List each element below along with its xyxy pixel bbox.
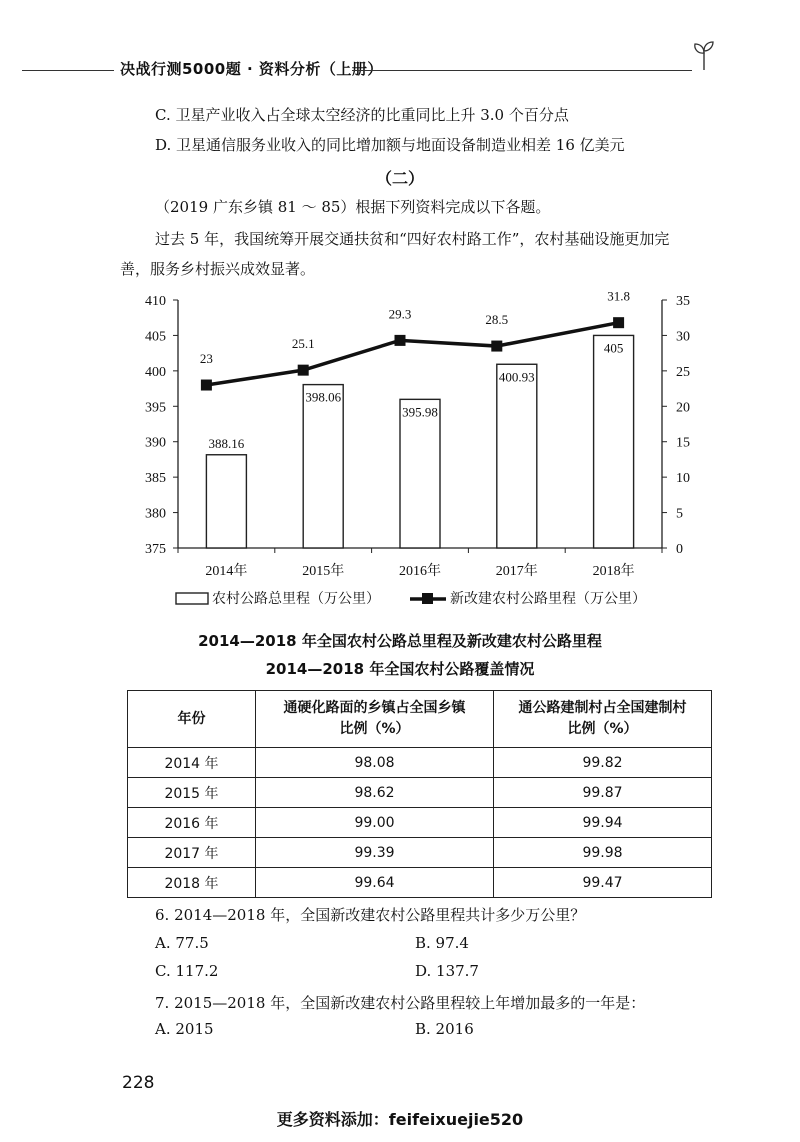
new-road-line xyxy=(206,323,618,385)
legend-line-marker xyxy=(422,593,433,604)
option-d-prev: D. 卫星通信服务业收入的同比增加额与地面设备制造业相差 16 亿美元 xyxy=(155,136,625,154)
left-axis-tick-label: 385 xyxy=(145,471,166,487)
legend-bar-swatch xyxy=(176,593,208,604)
right-axis-tick-label: 0 xyxy=(676,542,683,557)
legend-bar-label: 农村公路总里程（万公里） xyxy=(212,591,380,607)
bar xyxy=(497,364,537,548)
table-cell-year: 2015 年 xyxy=(128,778,256,808)
right-axis-tick-label: 25 xyxy=(676,364,690,380)
bar-data-label: 395.98 xyxy=(402,404,438,420)
sprout-icon xyxy=(693,36,715,72)
header-rule-left xyxy=(22,70,114,71)
left-axis-tick-label: 390 xyxy=(145,435,166,451)
table-row xyxy=(128,778,712,808)
chart-title: 2014—2018 年全国农村公路总里程及新改建农村公路里程 xyxy=(198,632,602,650)
table-cell-village: 99.98 xyxy=(494,838,712,868)
page-number: 228 xyxy=(122,1073,155,1093)
table-cell-village: 99.94 xyxy=(494,808,712,838)
line-data-label: 25.1 xyxy=(291,336,315,352)
line-marker xyxy=(298,365,309,376)
section-title: （二） xyxy=(375,169,424,188)
table-cell-village: 99.82 xyxy=(494,748,712,778)
line-marker xyxy=(395,335,406,346)
right-axis-tick-label: 15 xyxy=(676,435,690,451)
question-6: 6. 2014—2018 年，全国新改建农村公路里程共计多少万公里？ xyxy=(155,906,586,924)
right-axis-tick-label: 10 xyxy=(676,471,690,487)
footer-note: 更多资料添加：feifeixuejie520 xyxy=(276,1110,524,1129)
question-7-option-b: B. 2016 xyxy=(415,1020,474,1038)
table-cell-village: 99.47 xyxy=(494,868,712,898)
line-data-label: 29.3 xyxy=(388,306,412,322)
table-cell-township: 99.00 xyxy=(256,808,494,838)
table-row xyxy=(128,748,712,778)
table-cell-year: 2014 年 xyxy=(128,748,256,778)
line-data-label: 28.5 xyxy=(485,312,509,328)
bar-data-label: 400.93 xyxy=(498,369,535,385)
table-row xyxy=(128,808,712,838)
option-c-prev: C. 卫星产业收入占全球太空经济的比重同比上升 3.0 个百分点 xyxy=(155,106,569,124)
line-data-label: 31.8 xyxy=(607,288,630,304)
bar-data-label: 388.16 xyxy=(208,435,245,451)
table-header-township-ratio: 通硬化路面的乡镇占全国乡镇 比例（%） xyxy=(256,691,494,748)
question-6-option-c: C. 117.2 xyxy=(155,962,219,980)
question-7-option-a: A. 2015 xyxy=(155,1020,214,1038)
table-header-year: 年份 xyxy=(128,691,256,748)
left-axis-tick-label: 400 xyxy=(145,364,166,380)
table-cell-village: 99.87 xyxy=(494,778,712,808)
bar xyxy=(400,399,440,548)
running-header-title: 决战行测5000题 · 资料分析（上册） xyxy=(120,60,383,78)
table-cell-township: 98.62 xyxy=(256,778,494,808)
table-header-row xyxy=(128,691,712,748)
bar xyxy=(303,385,343,548)
right-axis-tick-label: 5 xyxy=(676,506,683,522)
intro-paragraph-line1: 过去 5 年，我国统筹开展交通扶贫和“四好农村路工作”，农村基础设施更加完 xyxy=(155,230,670,248)
line-data-label: 23 xyxy=(199,351,213,367)
table-cell-township: 99.64 xyxy=(256,868,494,898)
line-marker xyxy=(491,341,502,352)
bar-data-label: 398.06 xyxy=(305,389,342,405)
bar-data-label: 405 xyxy=(603,340,624,356)
right-axis-tick-label: 20 xyxy=(676,400,690,416)
table-row xyxy=(128,838,712,868)
x-axis-tick-label: 2014年 xyxy=(205,564,248,579)
left-axis-tick-label: 375 xyxy=(145,542,166,557)
table-cell-township: 99.39 xyxy=(256,838,494,868)
table-cell-township: 98.08 xyxy=(256,748,494,778)
table-cell-year: 2017 年 xyxy=(128,838,256,868)
x-axis-tick-label: 2017年 xyxy=(495,564,538,579)
right-axis-tick-label: 30 xyxy=(676,329,690,345)
intro-paragraph-line2: 善，服务乡村振兴成效显著。 xyxy=(120,260,316,278)
line-marker xyxy=(613,317,624,328)
question-6-option-a: A. 77.5 xyxy=(155,934,209,952)
table-header-village-ratio: 通公路建制村占全国建制村 比例（%） xyxy=(494,691,712,748)
x-axis-tick-label: 2018年 xyxy=(592,564,635,579)
header-rule-right xyxy=(352,70,692,71)
right-axis-tick-label: 35 xyxy=(676,294,690,309)
question-6-option-b: B. 97.4 xyxy=(415,934,469,952)
road-mileage-chart xyxy=(0,280,800,620)
question-7: 7. 2015—2018 年，全国新改建农村公路里程较上年增加最多的一年是： xyxy=(155,994,646,1012)
left-axis-tick-label: 410 xyxy=(145,294,166,309)
question-6-option-d: D. 137.7 xyxy=(415,962,479,980)
left-axis-tick-label: 395 xyxy=(145,400,166,416)
bar xyxy=(594,335,634,548)
bar xyxy=(206,455,246,548)
line-marker xyxy=(201,380,212,391)
coverage-table xyxy=(127,690,712,898)
table-cell-year: 2016 年 xyxy=(128,808,256,838)
table-row xyxy=(128,868,712,898)
source-line: （2019 广东乡镇 81 ～ 85）根据下列资料完成以下各题。 xyxy=(155,198,551,216)
x-axis-tick-label: 2015年 xyxy=(302,564,345,579)
table-cell-year: 2018 年 xyxy=(128,868,256,898)
table-title: 2014—2018 年全国农村公路覆盖情况 xyxy=(265,660,535,678)
x-axis-tick-label: 2016年 xyxy=(399,564,441,579)
left-axis-tick-label: 380 xyxy=(145,506,166,522)
left-axis-tick-label: 405 xyxy=(145,329,166,345)
legend-line-label: 新改建农村公路里程（万公里） xyxy=(450,591,646,607)
